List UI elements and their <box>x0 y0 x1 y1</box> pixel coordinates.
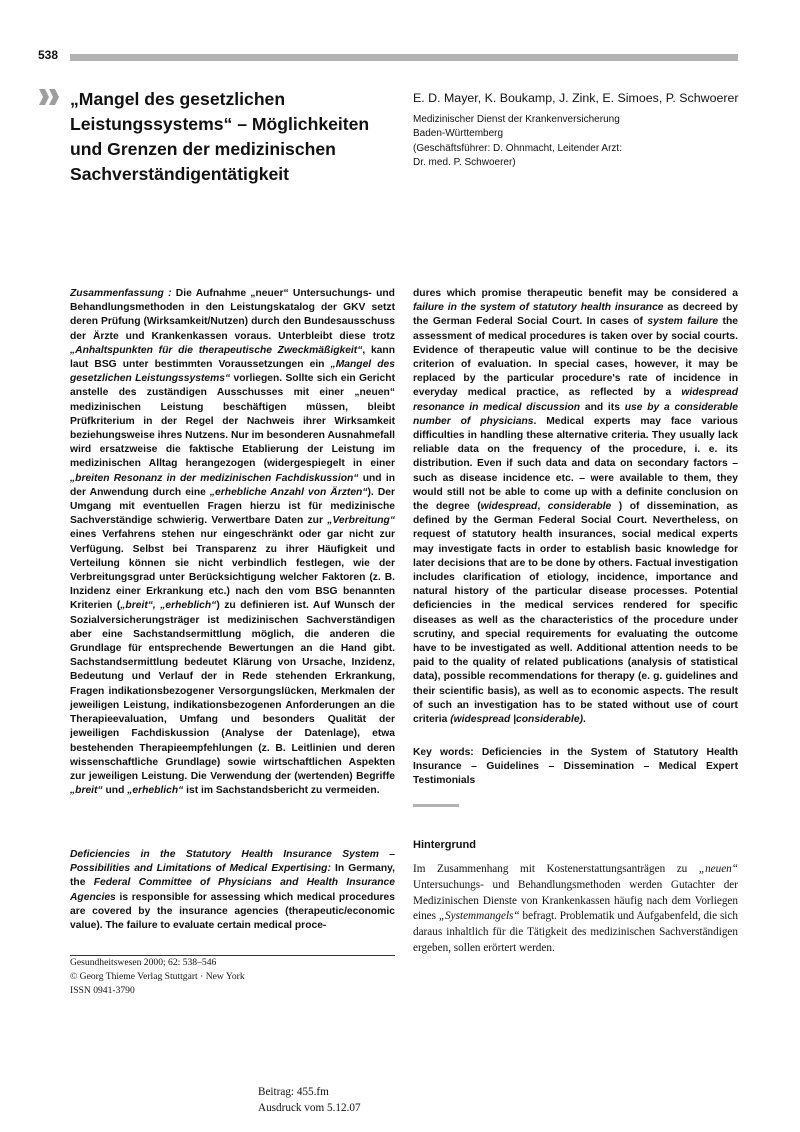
zusammenfassung-block <box>70 287 395 798</box>
footer-line: Gesundheitswesen 2000; 62: 538–546 <box>70 957 217 968</box>
emphasis-run: Federal Committee of Physicians and Health Insurance Agencies <box>70 877 395 903</box>
keywords-label: Key words: <box>413 747 474 758</box>
hintergrund-heading: Hintergrund <box>413 839 476 851</box>
article-authors: E. D. Mayer, K. Boukamp, J. Zink, E. Simoes, P. Schwoerer <box>413 91 739 105</box>
text-run: is responsible for assessing which medical procedures are covered by the insurance agencies (therapeutic/economic value). The failure to evaluate certain medical proce- <box>70 891 395 932</box>
text-run: and its <box>580 401 625 413</box>
text-run: dures which promise therapeutic benefit may be considered a <box>413 288 738 299</box>
text-run: as decreed by the German Federal Social Court. In cases of <box>413 302 738 328</box>
emphasis-run: „Systemmangels“ <box>438 910 520 923</box>
text-run: und in der Anwendung durch eine <box>70 472 395 498</box>
emphasis-run: considerable <box>547 501 612 513</box>
emphasis-run: „erheblich“ <box>127 785 184 797</box>
zusammenfassung-label: Zusammenfassung : <box>70 288 172 299</box>
emphasis-run: „Anhaltspunkten für die therapeutische Zweckmäßigkeit“ <box>70 344 363 356</box>
text-run: the assessment of medical procedures is taken over by social courts. Evidence of therapeutic value will continue to be the decisive criterion of evaluation. In special cases, however, it may be replaced by the particular procedure's rate of incidence in everyday medical practice, as reflected by a <box>413 316 738 399</box>
section-rule <box>413 804 459 807</box>
footer-line: © Georg Thieme Verlag Stuttgart · New York <box>70 971 245 982</box>
text-run: und <box>102 785 128 797</box>
print-info-line: Ausdruck vom 5.12.07 <box>258 1101 361 1114</box>
text-run: befragt. Problematik und Aufgabenfeld, die sich daraus inhaltlich für die Tätigkeit des medizinischen Sachverständigen ergeben, sollen erörtert werden. <box>413 910 738 954</box>
author-affiliation <box>413 113 743 171</box>
emphasis-run: „Verbreitung“ <box>327 515 395 527</box>
emphasis-run: (widespread |considerable) <box>450 714 583 726</box>
affiliation-line: (Geschäftsführer: D. Ohnmacht, Leitender Arzt: <box>413 142 622 154</box>
hintergrund-paragraph <box>413 862 738 957</box>
english-abstract-continued <box>413 287 738 727</box>
emphasis-run: widespread resonance in medical discussion <box>413 387 738 413</box>
emphasis-run: „Mangel des gesetzlichen Leistungssystems“ <box>70 359 395 385</box>
affiliation-line: Medizinischer Dienst der Krankenversicherung <box>413 114 620 125</box>
english-abstract-label: Deficiencies in the Statutory Health Insurance System – Possibilities and Limitations of Medical Expertising: <box>70 849 395 875</box>
text-run: ) of dissemination, as defined by the German Federal Social Court. Nevertheless, on request of statutory health insurances, social medical experts may investigate facts in order to establish basic knowledge for later decisions that are to be done by others. Factual investigation includes clarification of etiology, incidence, importance and natural history of the particular disease processes. Potential deficiencies in the medical services rendered for specific diseases as well as the characteristics of the procedure under scrutiny, and special requirements for evaluating the outcome have to be investigated as well. Additional attention needs to be paid to the quality of related publications (analysis of statistical data), possible recommendations for therapy (e. g. guidelines and their scientific basis), as well as to economic aspects. The result of such an investigation has to be stated without use of court criteria <box>413 501 738 726</box>
emphasis-run: „breiten Resonanz in der medizinischen Fachdiskussion“ <box>70 472 359 484</box>
affiliation-line: Baden-Württemberg <box>413 128 504 140</box>
hintergrund-text <box>413 863 738 954</box>
emphasis-run: widespread <box>480 501 538 513</box>
text-run: , kann laut BSG unter bestimmten Voraussetzungen ein <box>70 344 395 371</box>
keywords-block <box>413 746 738 789</box>
affiliation-line: Dr. med. P. Schwoerer) <box>413 157 516 169</box>
emphasis-run: system failure <box>647 316 719 328</box>
text-run: , <box>537 501 548 513</box>
text-run: Die Aufnahme „neuer“ Untersuchungs- und Behandlungsmethoden in den Leistungskatalog der GKV setzt deren Prüfung (Wirksamkeit/Nutzen) durch den Bundesausschuss der Ärzte und Krankenkassen voraus. Unterbleibt diese trotz <box>70 288 395 342</box>
text-run: . Medical experts may face various difficulties in handling these alternative criteria. They usually lack reliable data on the frequency of the procedure, i. e. its distribution. Even if such data and data on secondary factors – such as disease incidence etc. – were available to them, they would still not be able to come up with a definite conclusion on the degree ( <box>413 415 738 513</box>
english-abstract-block <box>70 848 395 933</box>
text-run: In Germany, the <box>70 863 395 889</box>
emphasis-run: „breit“, „erheblich“ <box>120 600 217 612</box>
zusammenfassung-text <box>70 288 395 796</box>
page-number: 538 <box>38 48 59 62</box>
text-run: Im Zusammenhang mit Kostenerstattungsanträgen zu <box>413 863 699 875</box>
keywords-text: Deficiencies in the System of Statutory Health Insurance – Guidelines – Dissemination – Medical Expert Testimonials <box>413 747 738 787</box>
journal-footer <box>70 956 395 998</box>
text-run: vorliegen. Sollte sich ein Gericht anstelle des zuständigen Ausschusses mit einer „neuen“ medizinischen Leistung beschäftigen müssen, bleibt Prüfkriterium in der Regel der Nachweis ihrer Wirksamkeit beziehungsweise ihres Nutzens. Nur im besonderen Ausnahmefall wird ersatzweise die faktische Etablierung der Leistung im medizinischen Alltag herangezogen (widergespiegelt in einer <box>70 373 395 470</box>
article-title: „Mangel des gesetzlichen Leistungssystems“ – Möglichkeiten und Grenzen der medizinischen Sachverständigentätigkeit <box>70 89 370 184</box>
emphasis-run: failure in the system of statutory health insurance <box>413 302 664 314</box>
text-run: . <box>583 714 586 726</box>
text-run: ). Der Umgang mit eventuellen Fragen hierzu ist für medizinische Sachverständige schwierig. Verwertbare Daten zur <box>70 486 395 527</box>
text-run: eines Verfahrens stehen nur eingeschränkt oder gar nicht zur Verfügung. Selbst bei Transparenz zu ihrer Häufigkeit und Verteilung können sie nicht verbindlich festlegen, wie der Verbreitungsgrad unter Berücksichtigung welcher Faktoren (z. B. Inzidenz einer Erkrankung etc.) nach den vom BSG benannten Kriterien ( <box>70 529 395 612</box>
footer-line: ISSN 0941-3790 <box>70 985 135 996</box>
text-run: Untersuchungs- und Behandlungsmethoden werden Gutachter der Medizinischen Dienste von Krankenkassen häufig nach dem Vorliegen eines <box>413 878 738 923</box>
print-info <box>258 1085 361 1116</box>
emphasis-run: „neuen“ <box>698 863 738 875</box>
emphasis-run: „breit“ <box>70 785 103 797</box>
text-run: ist im Sachstandsbericht zu vermeiden. <box>183 785 380 797</box>
text-run: ) zu definieren ist. Auf Wunsch der Sozialversicherungsträger ist medizinischen Sachverständigen aber eine Sachstandsermittlung möglich, die anderen die Grundlage für entsprechende Bewertungen an die Hand gibt. Sachstandsermittlung bedeutet Klärung von Ursache, Inzidenz, Bedeutung und Verlauf der in Rede stehenden Erkrankung, Fragen indikationsbezogener Versorgungslücken, Merkmalen der jeweiligen Leistung, indikationsbezogenen Anforderungen an die Therapieevaluation, Umfang und besonders Qualität der jeweiligen Fachdiskussion (Analyse der Datenlage), etwa bestehenden Therapieempfehlungen (z. B. Leitlinien und deren wissenschaftliche Grundlage) sowie wirtschaftlichen Aspekten zur jeweiligen Leistung. Die Verwendung der (wertenden) Begriffe <box>70 600 395 782</box>
double-chevron-right-icon <box>38 87 60 107</box>
header-rule <box>70 54 738 61</box>
print-info-line: Beitrag: 455.fm <box>258 1086 329 1098</box>
emphasis-run: „erhebliche Anzahl von Ärzten“ <box>209 486 368 498</box>
emphasis-run: use by a considerable number of physicians <box>413 401 738 427</box>
english-abstract-continued-text <box>413 288 738 725</box>
